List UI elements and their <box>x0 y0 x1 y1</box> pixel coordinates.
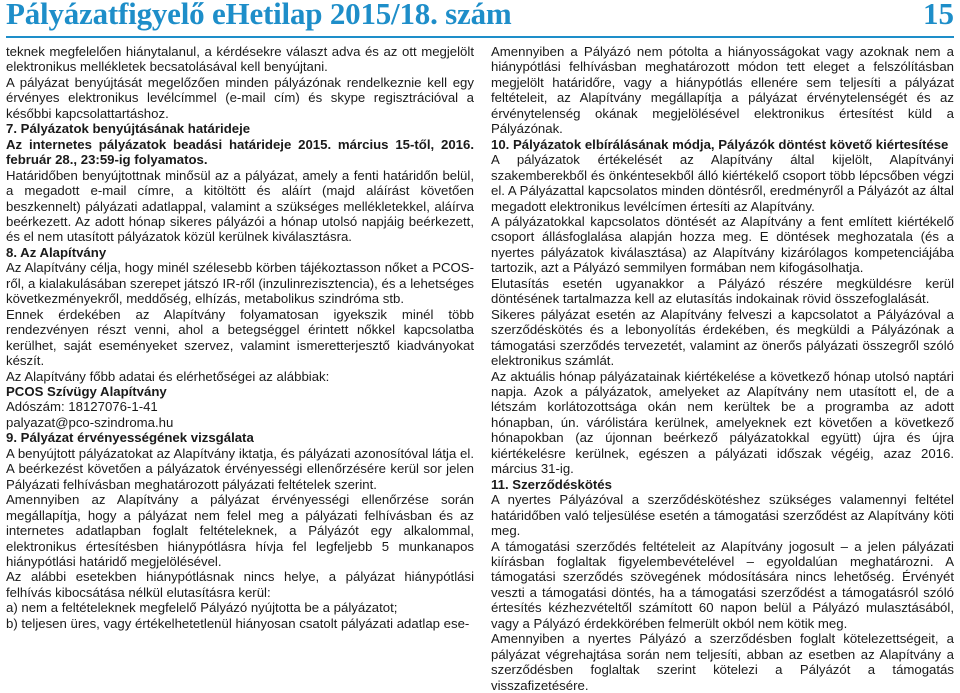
paragraph: Adószám: 18127076-1-41 <box>6 399 158 415</box>
paragraph: Ennek érdekében az Alapítvány folyamatosan igyekszik minél több rendezvényen részt venni, ahol a betegséggel érintett nőkkel kapcsolatba kerülhet, saját eseményeket szervez, valamint ismeretterjesztő kiadványokat készít. <box>6 306 474 369</box>
section-heading: 10. Pályázatok elbírálásának módja, Pályázók döntést követő kiértesítése <box>491 136 949 152</box>
section-heading: 11. Szerződéskötés <box>491 476 612 492</box>
paragraph: A nyertes Pályázóval a szerződéskötéshez szükséges valamennyi feltétel határidőben való teljesülése esetén a támogatási szerződést az Alapítvány köti meg. <box>491 492 954 539</box>
paragraph: A pályázatokkal kapcsolatos döntését az Alapítvány a fent említett kiértékelő csoport állásfoglalása alapján hozza meg. E döntések meghozatala (és a nyertes pályázatok kiválasztása) az Alapítvány kizárólagos kompetenciájába tartozik, azt a Pályázó semmilyen formában nem kifogásolhatja. <box>491 213 954 276</box>
page-header <box>0 0 960 36</box>
paragraph: A pályázatok értékelését az Alapítvány által kijelölt, Alapítványi szakemberekből és önkéntesekből álló kiértékelő csoport több lépcsőben végzi el. A Pályázattal kapcsolatos minden döntésről, eredményről a Pályázót az által megadott elektronikus levélcímen értesíti az Alapítvány. <box>491 152 954 214</box>
section-heading: 9. Pályázat érvényességének vizsgálata <box>6 430 254 446</box>
paragraph: teknek megfelelően hiánytalanul, a kérdésekre választ adva és az ott megjelölt elektronikus mellékletek becsatolásával kell benyújtani. <box>6 44 474 75</box>
paragraph: palyazat@pco-szindroma.hu <box>6 414 174 430</box>
paragraph: Az Alapítvány főbb adatai és elérhetőségei az alábbiak: <box>6 368 330 384</box>
paragraph: a) nem a feltételeknek megfelelő Pályázó nyújtotta be a pályázatot; <box>6 600 398 616</box>
paragraph: Amennyiben a Pályázó nem pótolta a hiányosságokat vagy azoknak nem a hiánypótlási felhívásban meghatározott módon tett eleget a felszólításban megjelölt határidőre, vagy a hiánypótlás ellenére sem teljesíti a pályázat feltételeit, az Alapítvány megállapítja a pályázat érvénytelenségét és az érvénytelenség okának megjelölésével elektronikus értesítést küld a Pályázónak. <box>491 44 954 137</box>
paragraph: b) teljesen üres, vagy értékelhetetlenül hiányosan csatolt pályázati adatlap ese- <box>6 615 470 631</box>
paragraph: Határidőben benyújtottnak minősül az a pályázat, amely a fenti határidőn belül, a megadott e-mail címre, a kitöltött és aláírt (majd aláírást követően beszkennelt) pályázati adatlappal, valamint a szükséges mellékletekkel, aláírva beérkezett. Az adott hónap sikeres pályázói a hónap utolsó napjáig beérkezett, és el nem utasított pályázatok közül kerülnek kiválasztásra. <box>6 167 474 245</box>
publication-title: Pályázatfigyelő eHetilap 2015/18. szám <box>6 0 512 31</box>
left-column <box>6 44 474 631</box>
paragraph: Az Alapítvány célja, hogy minél szélesebb körben tájékoztasson nőket a PCOS-ről, a kialakulásában szerepet játszó IR-ről (inzulinrezisztencia), és a lehetséges következményekről, meddőség, elhízás, metabolikus szindróma stb. <box>6 260 474 307</box>
section-heading: 7. Pályázatok benyújtásának határideje <box>6 121 251 137</box>
paragraph: Amennyiben az Alapítvány a pályázat érvényességi ellenőrzése során megállapítja, hogy a pályázat nem felel meg a pályázati felhívásban és az internetes adatlapban foglalt feltételeknek, a Pályázót egy alkalommal, elektronikus értesítésben hiánypótlásra hívja fel legfeljebb 5 munkanapos hiánypótlási határidő megjelölésével. <box>6 492 474 569</box>
paragraph: A támogatási szerződés feltételeit az Alapítvány jogosult – a jelen pályázati kiírásban foglaltak figyelembevételével – egyoldalúan meghatározni. A támogatási szerződés szövegének módosítására nincs lehetőség. Érvényét veszti a támogatási döntés, ha a támogatási szerződést a támogatásról szóló értesítés kézhezvételtől számított 60 napon belül a Pályázó mulasztásából, vagy a Pályázó érdekkörében felmerült okból nem kötik meg. <box>491 538 954 631</box>
paragraph: Amennyiben a nyertes Pályázó a szerződésben foglalt kötelezettségeit, a pályázat végrehajtása során nem teljesíti, abban az esetben az Alapítvány a szerződésben foglaltak szerint kötelezi a Pályázót a támogatás visszafizetésére. <box>491 631 954 693</box>
section-heading: Az internetes pályázatok beadási határideje 2015. március 15-től, 2016. február 28., 23:59-ig folyamatos. <box>6 136 474 168</box>
right-column <box>491 44 954 693</box>
paragraph: Az alábbi esetekben hiánypótlásnak nincs helye, a pályázat hiánypótlási felhívás kibocsátása nélkül elutasításra kerül: <box>6 569 474 600</box>
header-divider <box>6 36 954 38</box>
paragraph: Az aktuális hónap pályázatainak kiértékelése a következő hónap utolsó naptári napja. Azok a pályázatok, amelyeket az Alapítvány nem utasított el, de a létszám korlátozottsága okán nem kerültek be a programba az adott hónapban, ún. várólistára kerülnek, amelyeknek ezt követően a következő hónapokban (az újonnan beérkező pályázatokkal együtt) újra és újra kiértékelésre kerülnek, egészen a pályázati időszak végéig, azaz 2016. március 31-ig. <box>491 368 954 477</box>
section-heading: PCOS Szívügy Alapítvány <box>6 383 167 399</box>
paragraph: Elutasítás esetén ugyanakkor a Pályázó részére megküldésre kerül döntésének tartalmazza kell az elutasítás indokainak rövid összefoglalását. <box>491 275 954 307</box>
paragraph: A benyújtott pályázatokat az Alapítvány iktatja, és pályázati azonosítóval látja el. A beérkezést követően a pályázatok érvényességi ellenőrzésére kerül sor jelen Pályázati felhívásban meghatározott pályázati feltételek szerint. <box>6 445 474 492</box>
paragraph: A pályázat benyújtását megelőzően minden pályázónak rendelkeznie kell egy érvényes elektronikus levélcímmel (e-mail cím) és skype regisztrációval a későbbi kapcsolattartáshoz. <box>6 74 474 121</box>
section-heading: 8. Az Alapítvány <box>6 244 107 260</box>
paragraph: Sikeres pályázat esetén az Alapítvány felveszi a kapcsolatot a Pályázóval a szerződéskötés és a lebonyolítás érdekében, és megküldi a Pályázónak a támogatási szerződés tervezetét, valamint az önerős pályázati összegről szóló elektronikus számlát. <box>491 306 954 369</box>
page-number: 15 <box>923 0 954 31</box>
